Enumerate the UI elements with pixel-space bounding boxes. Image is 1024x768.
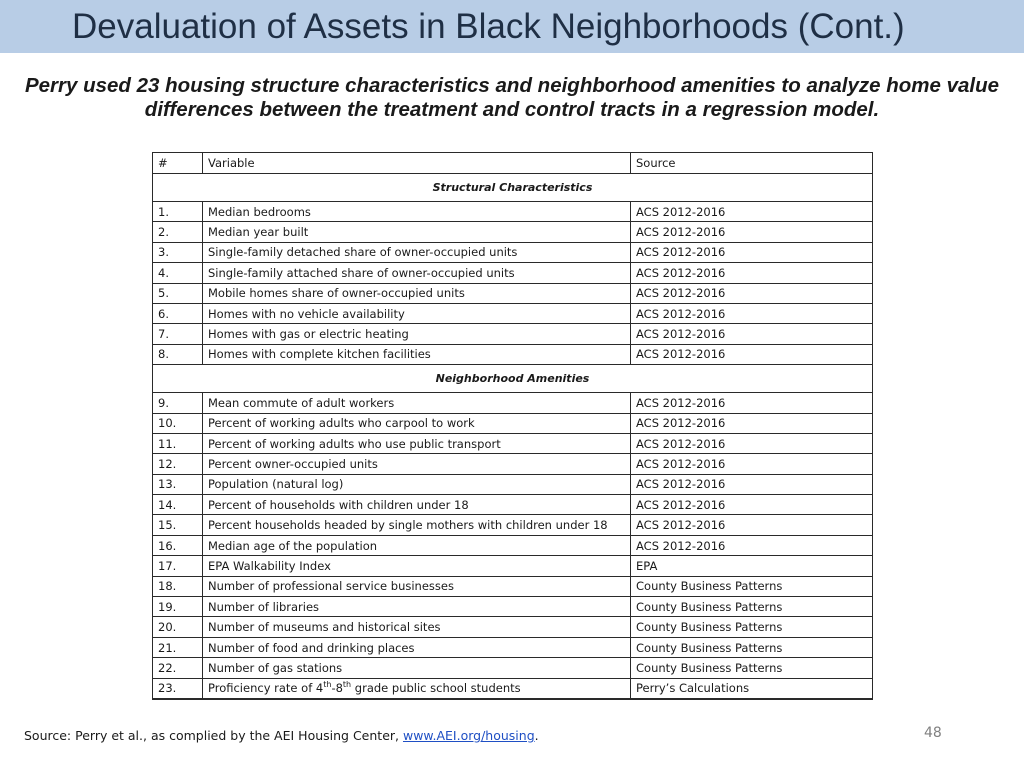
row-source: ACS 2012-2016 <box>631 242 873 262</box>
table-row <box>153 556 873 576</box>
row-source: ACS 2012-2016 <box>631 474 873 494</box>
table-row <box>153 678 873 699</box>
row-source: ACS 2012-2016 <box>631 413 873 433</box>
table-row <box>153 263 873 283</box>
row-variable: Homes with gas or electric heating <box>203 324 631 344</box>
row-number: 21. <box>153 637 203 657</box>
table-row <box>153 433 873 453</box>
row-source: ACS 2012-2016 <box>631 454 873 474</box>
row-number: 8. <box>153 344 203 364</box>
row-number: 23. <box>153 678 203 699</box>
variable-text: Proficiency rate of 4 <box>208 681 324 696</box>
section-title: Structural Characteristics <box>153 174 873 202</box>
row-source: ACS 2012-2016 <box>631 535 873 555</box>
row-variable: Number of professional service businesses <box>203 576 631 596</box>
row-source: ACS 2012-2016 <box>631 433 873 453</box>
row-number: 3. <box>153 242 203 262</box>
row-variable: Homes with complete kitchen facilities <box>203 344 631 364</box>
table-row <box>153 495 873 515</box>
row-number: 4. <box>153 263 203 283</box>
row-variable: Median bedrooms <box>203 202 631 222</box>
row-number: 20. <box>153 617 203 637</box>
table-row <box>153 344 873 364</box>
source-suffix: . <box>534 728 539 743</box>
variable-text: -8 <box>331 681 343 696</box>
row-variable: Percent households headed by single mothers with children under 18 <box>203 515 631 535</box>
row-number: 11. <box>153 433 203 453</box>
row-number: 17. <box>153 556 203 576</box>
row-variable: Mean commute of adult workers <box>203 393 631 413</box>
row-source: ACS 2012-2016 <box>631 222 873 242</box>
row-variable: Number of food and drinking places <box>203 637 631 657</box>
table-row <box>153 597 873 617</box>
section-row-amenities <box>153 365 873 393</box>
row-source: EPA <box>631 556 873 576</box>
source-text: Source: Perry et al., as complied by the AEI Housing Center, <box>24 728 403 743</box>
row-source: ACS 2012-2016 <box>631 324 873 344</box>
ordinal-suffix: th <box>342 680 352 690</box>
title-bar <box>0 0 1024 53</box>
row-number: 2. <box>153 222 203 242</box>
table-row <box>153 658 873 678</box>
table-row <box>153 535 873 555</box>
row-number: 14. <box>153 495 203 515</box>
row-number: 9. <box>153 393 203 413</box>
table-row <box>153 617 873 637</box>
variable-text: grade public school students <box>351 681 521 696</box>
row-variable: Percent of households with children under 18 <box>203 495 631 515</box>
ordinal-suffix: th <box>323 680 332 690</box>
row-number: 5. <box>153 283 203 303</box>
row-source: ACS 2012-2016 <box>631 303 873 323</box>
row-variable: Number of museums and historical sites <box>203 617 631 637</box>
row-number: 22. <box>153 658 203 678</box>
row-number: 10. <box>153 413 203 433</box>
table-row <box>153 324 873 344</box>
table-row <box>153 303 873 323</box>
table-row <box>153 283 873 303</box>
table-row <box>153 454 873 474</box>
row-variable: Homes with no vehicle availability <box>203 303 631 323</box>
aei-housing-link[interactable]: www.AEI.org/housing <box>402 728 535 743</box>
table-row <box>153 474 873 494</box>
row-number: 1. <box>153 202 203 222</box>
header-variable: Variable <box>203 153 631 174</box>
slide-title: Devaluation of Assets in Black Neighborhoods (Cont.) <box>72 7 905 46</box>
row-source: ACS 2012-2016 <box>631 202 873 222</box>
row-variable: Number of libraries <box>203 597 631 617</box>
table-row <box>153 242 873 262</box>
slide-subtitle: Perry used 23 housing structure characteristics and neighborhood amenities to analyze home value differences between the treatment and control tracts in a regression model. <box>24 74 1000 121</box>
source-note <box>24 728 539 743</box>
page-number: 48 <box>924 725 942 741</box>
table-row <box>153 222 873 242</box>
row-number: 7. <box>153 324 203 344</box>
row-variable: Number of gas stations <box>203 658 631 678</box>
row-source: ACS 2012-2016 <box>631 263 873 283</box>
row-number: 16. <box>153 535 203 555</box>
row-number: 6. <box>153 303 203 323</box>
table-header-row <box>153 153 873 174</box>
row-variable <box>203 678 631 699</box>
row-source: ACS 2012-2016 <box>631 393 873 413</box>
table-row <box>153 637 873 657</box>
table-row <box>153 393 873 413</box>
row-variable: Median year built <box>203 222 631 242</box>
row-source: County Business Patterns <box>631 658 873 678</box>
row-number: 13. <box>153 474 203 494</box>
row-source: County Business Patterns <box>631 637 873 657</box>
row-source: ACS 2012-2016 <box>631 283 873 303</box>
row-variable: Median age of the population <box>203 535 631 555</box>
row-number: 18. <box>153 576 203 596</box>
row-number: 12. <box>153 454 203 474</box>
table-row <box>153 515 873 535</box>
row-source: ACS 2012-2016 <box>631 495 873 515</box>
section-title: Neighborhood Amenities <box>153 365 873 393</box>
row-source: County Business Patterns <box>631 597 873 617</box>
row-source: County Business Patterns <box>631 576 873 596</box>
table-row <box>153 413 873 433</box>
row-number: 19. <box>153 597 203 617</box>
variables-table <box>152 152 873 700</box>
table-row <box>153 576 873 596</box>
row-variable: EPA Walkability Index <box>203 556 631 576</box>
row-number: 15. <box>153 515 203 535</box>
row-variable: Percent owner-occupied units <box>203 454 631 474</box>
header-number: # <box>153 153 203 174</box>
table-row <box>153 202 873 222</box>
row-variable: Single-family detached share of owner-occupied units <box>203 242 631 262</box>
row-variable: Mobile homes share of owner-occupied units <box>203 283 631 303</box>
row-source: County Business Patterns <box>631 617 873 637</box>
row-variable: Single-family attached share of owner-occupied units <box>203 263 631 283</box>
row-variable: Percent of working adults who carpool to work <box>203 413 631 433</box>
row-variable: Percent of working adults who use public transport <box>203 433 631 453</box>
header-source: Source <box>631 153 873 174</box>
section-row-structural <box>153 174 873 202</box>
row-source: Perry’s Calculations <box>631 678 873 699</box>
row-variable: Population (natural log) <box>203 474 631 494</box>
row-source: ACS 2012-2016 <box>631 344 873 364</box>
row-source: ACS 2012-2016 <box>631 515 873 535</box>
